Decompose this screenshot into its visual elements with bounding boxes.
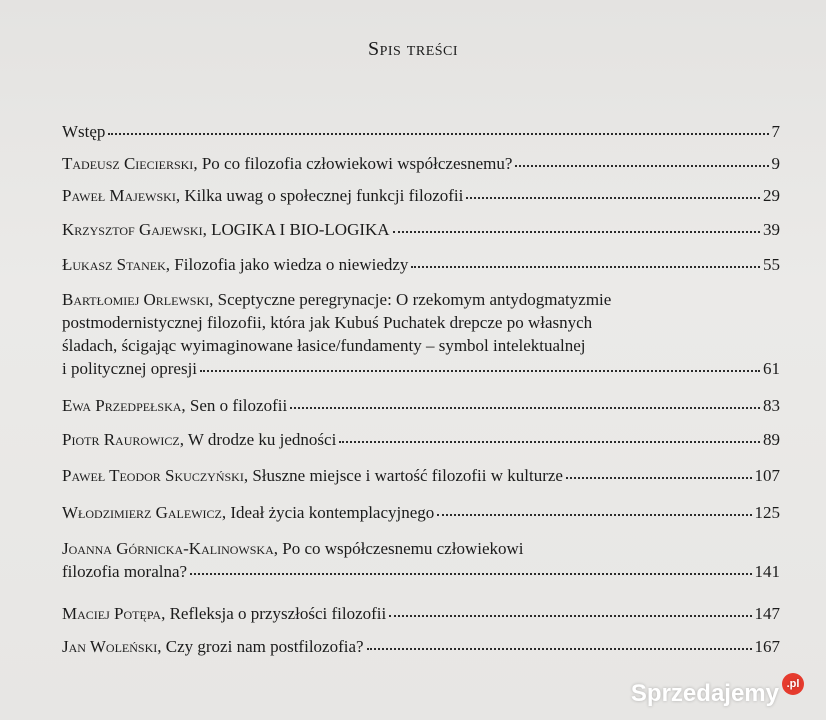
toc-page-number: 167: [754, 637, 780, 656]
toc-title-continuation: śladach, ścigając wyimaginowane łasice/fundamenty – symbol intelektualnej: [62, 336, 586, 355]
toc-entry: [62, 253, 780, 276]
leader-dots: [290, 393, 760, 409]
toc-title: , Ideał życia kontemplacyjnego: [221, 503, 435, 522]
leader-dots: [437, 500, 751, 516]
toc-entry: [62, 218, 780, 241]
leader-dots: [108, 119, 768, 135]
toc-author: Maciej Potępa: [62, 604, 162, 623]
toc-entry: [62, 184, 780, 207]
toc-line: [62, 288, 780, 311]
leader-dots: [515, 151, 768, 167]
page-title: Spis treści: [367, 38, 459, 60]
toc-line: [62, 184, 780, 207]
toc-page-number: 147: [754, 604, 780, 623]
toc-page-number: 89: [763, 430, 780, 449]
toc-author: Ewa Przedpełska: [62, 396, 182, 415]
leader-dots: [339, 427, 760, 443]
toc-author: Łukasz Stanek: [62, 255, 166, 274]
toc-page-number: 125: [754, 503, 780, 522]
toc-line: [62, 537, 780, 560]
toc-page-number: 141: [754, 562, 780, 581]
toc-page-number: 61: [763, 359, 780, 378]
leader-dots: [466, 183, 760, 199]
toc-entry: [62, 602, 780, 625]
leader-dots: [411, 252, 760, 268]
leader-dots: [367, 634, 752, 650]
toc-author: Bartłomiej Orlewski: [62, 290, 210, 309]
toc-line: [62, 334, 780, 357]
toc-title: , Sen o filozofii: [181, 396, 288, 415]
toc-author: Paweł Teodor Skuczyński: [62, 466, 244, 485]
toc-author: Joanna Górnicka-Kalinowska: [62, 539, 274, 558]
toc-title: , Słuszne miejsce i wartość filozofii w kulturze: [243, 466, 563, 485]
toc-page-number: 29: [763, 186, 780, 205]
toc-entry: [62, 288, 780, 380]
toc-line: [62, 253, 780, 276]
toc-line: [62, 357, 780, 380]
toc-author: Paweł Majewski: [62, 186, 176, 205]
leader-dots: [190, 559, 751, 575]
toc-title: , Refleksja o przyszłości filozofii: [161, 604, 387, 623]
toc-title: , W drodze ku jedności: [179, 430, 337, 449]
toc-line: [62, 635, 780, 658]
toc-page-number: 39: [763, 220, 780, 239]
watermark-logo: [631, 680, 804, 708]
toc-line: [62, 501, 780, 524]
watermark-badge: .pl: [782, 673, 804, 695]
toc-page-number: 107: [754, 466, 780, 485]
toc-author: Tadeusz Ciecierski: [62, 154, 194, 173]
watermark-text: Sprzedajemy: [630, 680, 779, 707]
toc-line: [62, 394, 780, 417]
toc-line: [62, 464, 780, 487]
toc-line: [62, 218, 780, 241]
toc-title: , Czy grozi nam postfilozofia?: [157, 637, 364, 656]
toc-page-number: 55: [763, 255, 780, 274]
toc-page-number: 7: [771, 122, 780, 141]
leader-dots: [393, 217, 760, 233]
toc-title: , Kilka uwag o społecznej funkcji filozofii: [175, 186, 464, 205]
toc-author: Piotr Raurowicz: [62, 430, 180, 449]
toc-title: , Sceptyczne peregrynacje: O rzekomym antydogmatyzmie: [209, 290, 612, 309]
toc-line: [62, 152, 780, 175]
toc-entry: [62, 635, 780, 658]
toc-line: [62, 602, 780, 625]
leader-dots: [389, 601, 751, 617]
toc-author: Krzysztof Gajewski: [62, 220, 203, 239]
toc-entry: [62, 501, 780, 524]
leader-dots: [200, 356, 760, 372]
toc-entry: [62, 537, 780, 583]
toc-title-continuation: filozofia moralna?: [62, 562, 188, 581]
toc-entry: [62, 120, 780, 143]
toc-entry: [62, 428, 780, 451]
toc-line: [62, 120, 780, 143]
toc-entry: [62, 152, 780, 175]
toc-page-number: 9: [771, 154, 780, 173]
toc-line: [62, 311, 780, 334]
toc-title: Wstęp: [62, 122, 106, 141]
leader-dots: [566, 463, 752, 479]
toc-line: [62, 428, 780, 451]
toc-title: , Po co filozofia człowiekowi współczesnemu?: [193, 154, 513, 173]
toc-author: Jan Woleński: [62, 637, 158, 656]
toc-title-continuation: i politycznej opresji: [62, 359, 198, 378]
toc-title: , LOGIKA I BIO-LOGIKA: [202, 220, 390, 239]
toc-page-number: 83: [763, 396, 780, 415]
toc-title: , Po co współczesnemu człowiekowi: [273, 539, 524, 558]
toc-entry: [62, 394, 780, 417]
toc-author: Włodzimierz Galewicz: [62, 503, 222, 522]
toc-line: [62, 560, 780, 583]
toc-title-continuation: postmodernistycznej filozofii, która jak Kubuś Puchatek drepcze po własnych: [62, 313, 593, 332]
toc-title: , Filozofia jako wiedza o niewiedzy: [165, 255, 409, 274]
toc-entry: [62, 464, 780, 487]
